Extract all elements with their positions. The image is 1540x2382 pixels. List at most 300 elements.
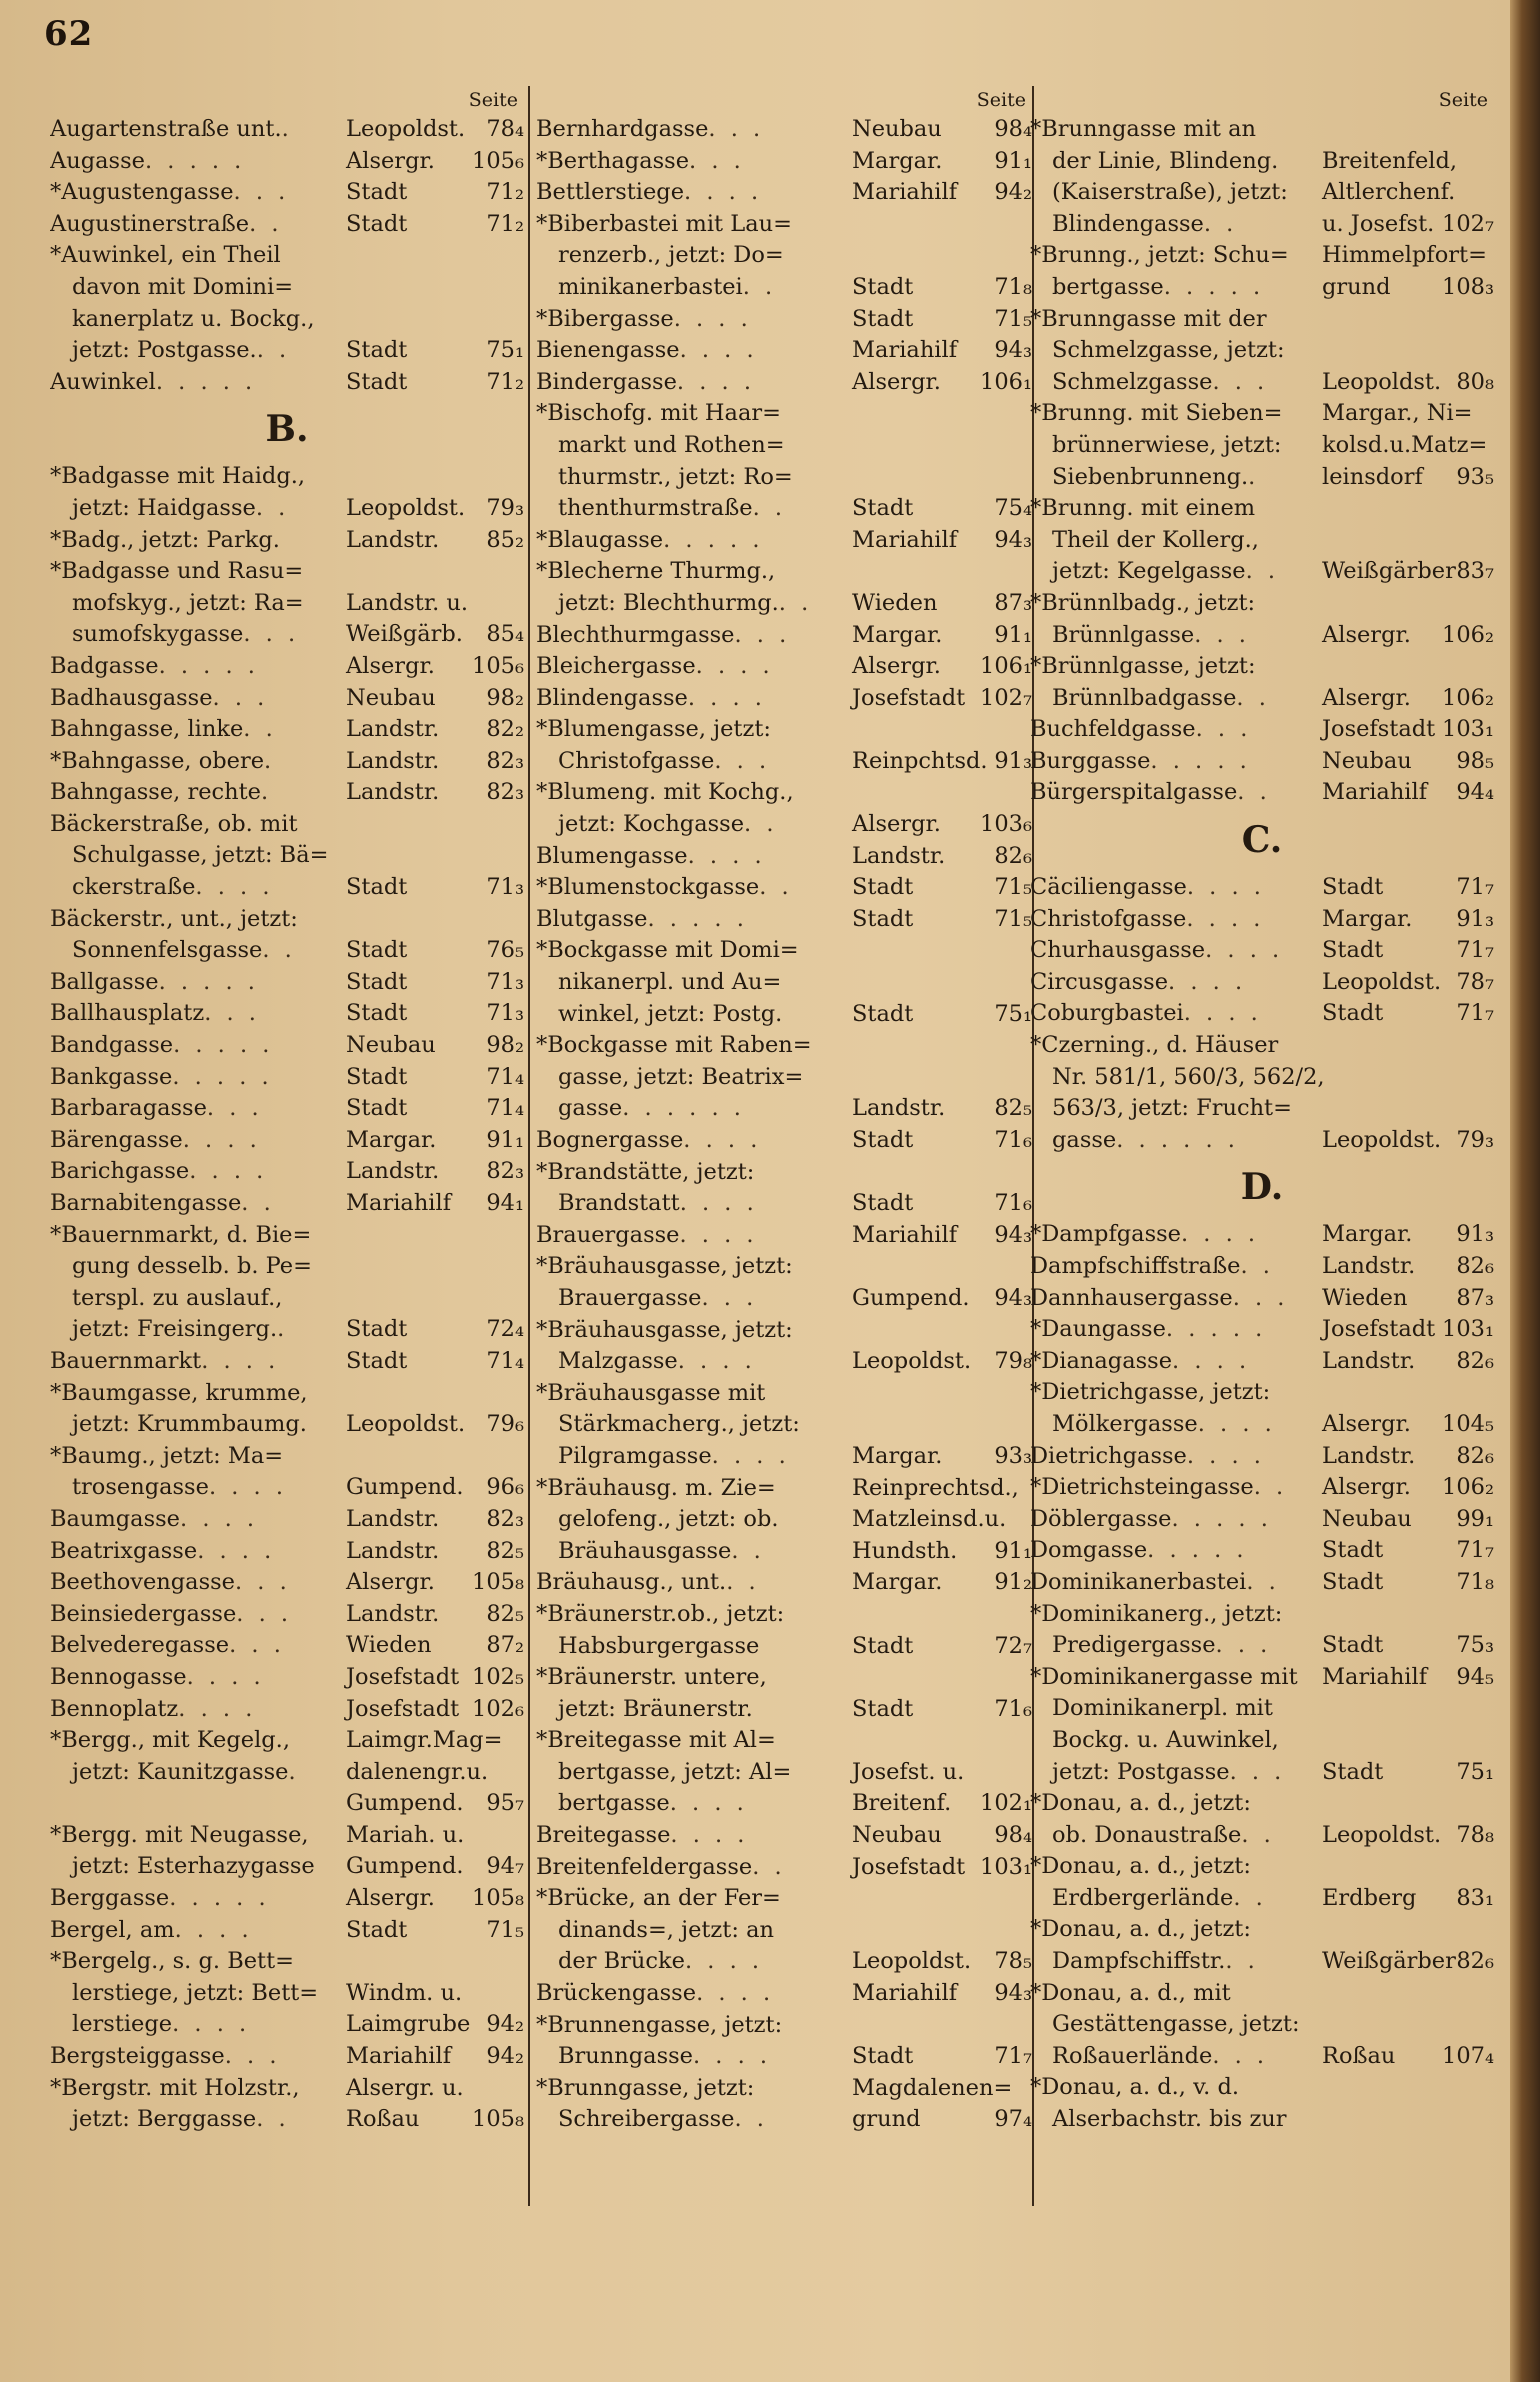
index-entry (536, 967, 1032, 999)
district: Wieden (1322, 1284, 1408, 1311)
district: Margar. (852, 621, 943, 648)
district: Stadt (1322, 874, 1384, 901)
leader-dots: . . . (1212, 2042, 1269, 2069)
leader-dots: . . (1241, 1821, 1275, 1848)
district: Stadt (1322, 1632, 1384, 1659)
street-name: Stärkmacherg., jetzt: (558, 1411, 800, 1438)
district: Matzleinsd.u. (852, 1506, 1007, 1533)
leader-dots: . . . . . (1171, 1505, 1272, 1532)
street-name: der Brücke (558, 1948, 685, 1975)
index-entry (536, 1567, 1032, 1599)
index-entry (1030, 1757, 1494, 1789)
leader-dots: . . . (236, 1600, 293, 1627)
index-entry (536, 177, 1032, 209)
street-name: Schmelzgasse, jetzt: (1052, 337, 1285, 364)
district: Stadt (852, 495, 914, 522)
leader-dots: . . . (235, 1569, 291, 1596)
street-name: *Berthagasse (536, 147, 690, 174)
leader-dots: . . . (224, 2043, 281, 2070)
index-entry (1030, 1662, 1494, 1694)
page-ref: 94₁ (486, 1190, 524, 1216)
street-name: *Bräunerstr.ob., jetzt: (536, 1600, 785, 1627)
page-ref: 106₂ (1442, 684, 1494, 711)
index-entry (50, 1188, 524, 1220)
leader-dots: . . . . . (647, 905, 748, 932)
leader-dots: . . . . (687, 842, 766, 869)
index-entry (50, 2041, 524, 2073)
index-entry (536, 683, 1032, 715)
page-ref: 102₁ (980, 1790, 1032, 1817)
index-entry (1030, 1630, 1494, 1662)
index-entry (1030, 367, 1494, 399)
index-entry (536, 1220, 1032, 1252)
index-entry (50, 1030, 524, 1062)
leader-dots: . . . . . (1150, 747, 1251, 774)
index-entry (536, 777, 1032, 809)
district: Alsergr. (852, 653, 941, 680)
district: Stadt (346, 210, 408, 237)
street-name: jetzt: Kaunitzgasse (72, 1758, 289, 1785)
district: Stadt (346, 1000, 408, 1027)
index-entry (50, 1251, 524, 1283)
leader-dots: . . . . (711, 1442, 790, 1469)
leader-dots: . . (256, 2106, 290, 2133)
leader-dots: . . . . (684, 1948, 764, 1975)
index-entry (1030, 240, 1494, 272)
street-name: Schulgasse, jetzt: Bä= (72, 842, 329, 869)
leader-dots: . . (255, 494, 290, 521)
street-name: Churhausgasse (1030, 937, 1206, 964)
district: dalenengr.u. (346, 1758, 489, 1785)
page-ref: 96₆ (486, 1474, 524, 1501)
street-name: *Dietrichgasse, jetzt: (1030, 1379, 1271, 1406)
leader-dots: . . . . (174, 1916, 253, 1943)
page-ref: 82₂ (486, 716, 524, 743)
street-name: Dominikanerbastei (1030, 1568, 1247, 1595)
index-entry (1030, 683, 1494, 715)
street-name: *Baumgasse, krumme, (50, 1379, 308, 1406)
index-entry (50, 1378, 524, 1410)
index-entry (50, 1504, 524, 1536)
page-ref: 71₄ (486, 1095, 524, 1122)
index-entry (50, 1851, 524, 1883)
page-ref: 103₆ (980, 811, 1032, 838)
leader-dots: . . . . (684, 179, 763, 206)
index-entry (536, 1725, 1032, 1757)
street-name: renzerb., jetzt: Do= (558, 242, 784, 269)
street-name: Brünnlbadgasse (1052, 684, 1237, 711)
district: Stadt (1322, 937, 1384, 964)
index-entry (1030, 1125, 1494, 1157)
district: Margar. (346, 1126, 437, 1153)
index-entry (1030, 2104, 1494, 2136)
district: Josefstadt (1322, 1316, 1436, 1343)
district: Stadt (1322, 1568, 1384, 1595)
district: Stadt (346, 1316, 408, 1343)
leader-dots: . . (734, 2106, 768, 2133)
street-name: *Brunngasse mit an (1030, 116, 1257, 142)
index-entry (536, 1473, 1032, 1505)
index-entry (1030, 493, 1494, 525)
leader-dots: . . . . (180, 1505, 259, 1532)
leader-dots: . . . . . (173, 1032, 274, 1059)
leader-dots: . . (249, 210, 283, 237)
street-name: mofskyg., jetzt: Ra= (72, 589, 304, 616)
district: Leopoldst. (346, 494, 466, 521)
index-entry (536, 1536, 1032, 1568)
leader-dots: . . . . (208, 1474, 288, 1501)
page-ref: 98₄ (994, 1822, 1032, 1849)
index-entry (536, 1093, 1032, 1125)
index-column-2 (536, 86, 1032, 2136)
index-entry (536, 1125, 1032, 1157)
district: Landstr. u. (346, 589, 469, 616)
leader-dots: . . . . (189, 1158, 268, 1185)
index-entry (50, 367, 524, 399)
page-ref: 97₄ (994, 2106, 1032, 2133)
index-entry (536, 746, 1032, 778)
district: Margar. (1322, 905, 1413, 932)
page-ref: 108₃ (1442, 273, 1494, 300)
leader-dots: . . . . (178, 1695, 257, 1722)
leader-dots: . (277, 1316, 289, 1343)
page-ref: 71₈ (1456, 1568, 1494, 1595)
index-entry (536, 809, 1032, 841)
street-name: Brünnlgasse (1052, 621, 1195, 648)
street-name: Mölkergasse (1052, 1410, 1198, 1437)
leader-dots: . . . . (1183, 1000, 1262, 1027)
street-name: Brauergasse (536, 1221, 680, 1248)
index-entry (1030, 462, 1494, 494)
leader-dots: . . (1233, 1884, 1267, 1911)
street-name: Bockg. u. Auwinkel, (1052, 1726, 1279, 1753)
street-name: jetzt: Esterhazygasse (72, 1853, 315, 1880)
district: Weißgärb. (346, 621, 463, 648)
page-ref: 105₈ (472, 1885, 524, 1912)
district: Stadt (852, 273, 914, 300)
district: Laimgr.Mag= (346, 1727, 503, 1754)
street-name: jetzt: Haidgasse (72, 494, 256, 521)
district: Leopoldst. (346, 116, 466, 142)
street-name: Bankgasse (50, 1063, 173, 1090)
street-name: jetzt: Bräunerstr. (558, 1695, 753, 1722)
leader-dots: . . . (204, 1000, 260, 1027)
district: Stadt (852, 1632, 914, 1659)
leader-dots: . . (1246, 1568, 1280, 1595)
page-ref: 91₁ (994, 621, 1032, 648)
page-ref: 71₃ (486, 968, 524, 995)
street-name: Alserbachstr. bis zur (1052, 2106, 1287, 2133)
district: kolsd.u.Matz= (1322, 431, 1488, 458)
district: Stadt (346, 968, 408, 995)
street-name: terspl. zu auslauf., (72, 1284, 283, 1311)
index-entry (536, 1757, 1032, 1789)
index-entry (536, 209, 1032, 241)
book-edge (1510, 0, 1540, 2382)
district: Landstr. (346, 1505, 440, 1532)
leader-dots: . . . . . (663, 526, 764, 553)
street-name: 563/3, jetzt: Frucht= (1052, 1095, 1292, 1122)
district: Alsergr. (346, 1569, 435, 1596)
street-name: kanerplatz u. Bockg., (72, 305, 315, 332)
street-name: brünnerwiese, jetzt: (1052, 431, 1282, 458)
index-entry (50, 1599, 524, 1631)
index-entry (1030, 2009, 1494, 2041)
index-entry (50, 1725, 524, 1757)
index-entry (536, 367, 1032, 399)
district: Roßau (1322, 2042, 1396, 2069)
page-ref: 78₇ (1456, 968, 1494, 995)
page-ref: 102₆ (472, 1695, 524, 1722)
page-ref: 82₃ (486, 1158, 524, 1185)
district: Mariahilf (346, 1190, 452, 1216)
leader-dots: . (264, 747, 276, 774)
page-ref: 98₂ (486, 684, 524, 711)
index-entry (1030, 1914, 1494, 1946)
leader-dots: . . . (212, 684, 269, 711)
street-name: Bettlerstiege (536, 179, 685, 206)
street-name: Blindengasse (1052, 210, 1204, 237)
district: Windm. u. (346, 1979, 463, 2006)
district: Breitenf. (852, 1790, 952, 1817)
leader-dots: . . . . . (1147, 1537, 1248, 1564)
index-entry (536, 1631, 1032, 1663)
district: Reinpchtsd. (852, 747, 988, 774)
street-name: winkel, jetzt: Postg. (558, 1000, 783, 1027)
leader-dots: . . . . (1205, 937, 1284, 964)
district: Wieden (346, 1632, 432, 1659)
index-entry (536, 1883, 1032, 1915)
index-entry (1030, 1030, 1494, 1062)
page-ref: 106₁ (980, 368, 1032, 395)
page-ref: 71₇ (994, 2043, 1032, 2070)
index-entry (536, 1157, 1032, 1189)
street-name: *Brünnlbadg., jetzt: (1030, 589, 1256, 616)
street-name: *Bräuhausgasse, jetzt: (536, 1253, 793, 1280)
index-entry (536, 240, 1032, 272)
index-entry (536, 1915, 1032, 1947)
street-name: Bleichergasse (536, 653, 696, 680)
page-ref: 85₄ (486, 621, 524, 648)
page-ref: 104₅ (1442, 1410, 1494, 1437)
street-name: sumofskygasse (72, 621, 244, 648)
index-entry (536, 2104, 1032, 2136)
street-name: *Bauernmarkt, d. Bie= (50, 1221, 312, 1248)
street-name: Ballgasse (50, 968, 159, 995)
street-name: Bahngasse, linke (50, 716, 244, 743)
district: Stadt (346, 937, 408, 964)
index-entry (50, 1630, 524, 1662)
street-name: Beatrixgasse (50, 1537, 198, 1564)
district: Mariahilf (852, 526, 958, 553)
street-name: Baumgasse (50, 1505, 181, 1532)
index-entry (1030, 746, 1494, 778)
district: Margar. (852, 147, 943, 174)
street-name: *Bibergasse (536, 305, 674, 332)
district: Mariahilf (1322, 1663, 1428, 1690)
page-ref: 102₇ (1442, 210, 1494, 237)
leader-dots: . . (742, 273, 777, 300)
street-name: *Bräuhausgasse, jetzt: (536, 1316, 793, 1343)
leader-dots: . . . (233, 179, 290, 206)
street-name: *Bockgasse mit Domi= (536, 937, 799, 964)
district: Mariahilf (852, 1221, 958, 1248)
index-entry (536, 1409, 1032, 1441)
index-entry (50, 1062, 524, 1094)
district: Margar. (1322, 1221, 1413, 1248)
street-name: Bergel, am (50, 1916, 175, 1943)
street-name: *Dianagasse (1030, 1347, 1173, 1374)
index-entry (1030, 177, 1494, 209)
district: leinsdorf (1322, 463, 1423, 490)
street-name: *Dietrichsteingasse (1030, 1474, 1254, 1501)
leader-dots: . . . (1229, 1758, 1286, 1785)
page-ref: 103₁ (1442, 716, 1494, 743)
leader-dots: . . (1237, 779, 1271, 806)
district: Landstr. (1322, 1442, 1416, 1469)
district: Mariahilf (1322, 779, 1428, 806)
district: Gumpend. (346, 1474, 464, 1501)
seite-header: Seite (976, 89, 1026, 111)
district: Reinprechtsd., (852, 1474, 1019, 1501)
street-name: Cäciliengasse (1030, 874, 1187, 901)
district: Leopoldst. (852, 1348, 972, 1375)
street-name: Bäckerstr., unt., jetzt: (50, 905, 298, 932)
index-entry (50, 1283, 524, 1315)
street-name: Pilgramgasse (558, 1442, 712, 1469)
street-name: jetzt: Blechthurmg. (558, 589, 779, 616)
leader-dots: . . . . (1168, 968, 1247, 995)
index-entry (536, 1062, 1032, 1094)
index-entry (50, 1536, 524, 1568)
page-ref: 75₁ (1456, 1758, 1494, 1785)
district: Neubau (1322, 747, 1412, 774)
leader-dots: . . (759, 874, 793, 901)
column-divider (528, 86, 530, 2206)
district: Stadt (346, 1095, 408, 1122)
district: Roßau (346, 2106, 420, 2133)
street-name: *Czerning., d. Häuser (1030, 1032, 1279, 1059)
page-ref: 71₄ (486, 1063, 524, 1090)
street-name: Dannhausergasse (1030, 1284, 1233, 1311)
page-ref: 91₃ (1456, 1221, 1494, 1248)
page-ref: 71₆ (994, 1127, 1032, 1153)
index-entry (50, 1946, 524, 1978)
street-name: *Badgasse mit Haidg., (50, 463, 306, 490)
index-entry (1030, 335, 1494, 367)
index-entry (536, 1694, 1032, 1726)
district: Josefstadt (852, 684, 966, 711)
leader-dots: . . . . (693, 2043, 772, 2070)
leader-dots: . . . . (696, 1980, 775, 2007)
street-name: Augustinerstraße (50, 210, 250, 237)
street-name: Christofgasse (558, 747, 715, 774)
district: Alsergr. (852, 368, 941, 395)
index-entry (536, 1946, 1032, 1978)
index-entry (536, 2073, 1032, 2105)
district: Stadt (346, 874, 408, 901)
index-entry (1030, 1283, 1494, 1315)
index-entry (1030, 1093, 1494, 1125)
page-ref: 94₃ (994, 526, 1032, 553)
page-ref: 71₂ (486, 210, 524, 237)
street-name: *Badgasse und Rasu= (50, 558, 304, 585)
street-name: *Blumenstockgasse (536, 874, 760, 901)
leader-dots: . . (731, 1537, 765, 1564)
index-entry (1030, 620, 1494, 652)
district: Stadt (852, 905, 914, 932)
index-entry (536, 1315, 1032, 1347)
street-name: Bernhardgasse (536, 116, 709, 142)
page-ref: 105₆ (472, 652, 524, 679)
index-entry (1030, 398, 1494, 430)
street-name: *Brünnlgasse, jetzt: (1030, 653, 1256, 680)
leader-dots: . . . . (669, 1790, 748, 1817)
leader-dots: . . (1225, 1948, 1259, 1975)
page-ref: 71₂ (486, 179, 524, 206)
leader-dots: . . (262, 937, 296, 964)
leader-dots: . . (241, 1190, 275, 1216)
index-entry (1030, 146, 1494, 178)
street-name: Gestättengasse, jetzt: (1052, 2011, 1300, 2038)
index-entry (536, 999, 1032, 1031)
index-entry (1030, 114, 1494, 146)
district: Landstr. (852, 1095, 946, 1122)
index-entry (50, 1409, 524, 1441)
district: Neubau (852, 116, 942, 142)
page-ref: 71₆ (994, 1695, 1032, 1722)
index-entry (1030, 1693, 1494, 1725)
index-entry (536, 1283, 1032, 1315)
district: Magdalenen= (852, 2074, 1013, 2101)
page-ref: 71₃ (486, 1000, 524, 1027)
street-name: jetzt: Kochgasse (558, 811, 745, 838)
district: Stadt (1322, 1000, 1384, 1027)
index-entry (50, 1757, 524, 1789)
street-name: *Bräuhausgasse mit (536, 1379, 766, 1406)
index-entry (536, 1978, 1032, 2010)
page-ref: 82₅ (486, 1600, 524, 1627)
leader-dots: . . . . (679, 337, 758, 364)
leader-dots: . . . . . (158, 652, 259, 679)
district: Stadt (852, 1000, 914, 1027)
district: Mariahilf (346, 2043, 452, 2070)
index-entry (50, 114, 524, 146)
index-entry (50, 1883, 524, 1915)
district: Leopoldst. (1322, 1821, 1442, 1848)
page-ref: 79₃ (1456, 1126, 1494, 1153)
index-entry (1030, 1567, 1494, 1599)
district: Josefstadt (346, 1695, 460, 1722)
index-entry (50, 146, 524, 178)
district: Landstr. (346, 1158, 440, 1185)
index-entry (536, 1378, 1032, 1410)
street-name: (Kaiserstraße), jetzt: (1052, 179, 1288, 206)
index-entry (1030, 872, 1494, 904)
page-ref: 71₄ (486, 1347, 524, 1374)
leader-dots: . . . (689, 147, 745, 174)
page-ref: 78₅ (994, 1948, 1032, 1975)
index-entry (50, 746, 524, 778)
index-entry (1030, 1883, 1494, 1915)
district: Josefstadt (346, 1663, 460, 1690)
leader-dots: . . . . . . (622, 1095, 745, 1122)
leader-dots: . . . . (195, 874, 274, 901)
page-ref: 94₂ (486, 2011, 524, 2038)
page-ref: 75₁ (486, 337, 524, 364)
district: Altlerchenf. (1322, 179, 1456, 206)
page-ref: 87₃ (1456, 1284, 1494, 1311)
